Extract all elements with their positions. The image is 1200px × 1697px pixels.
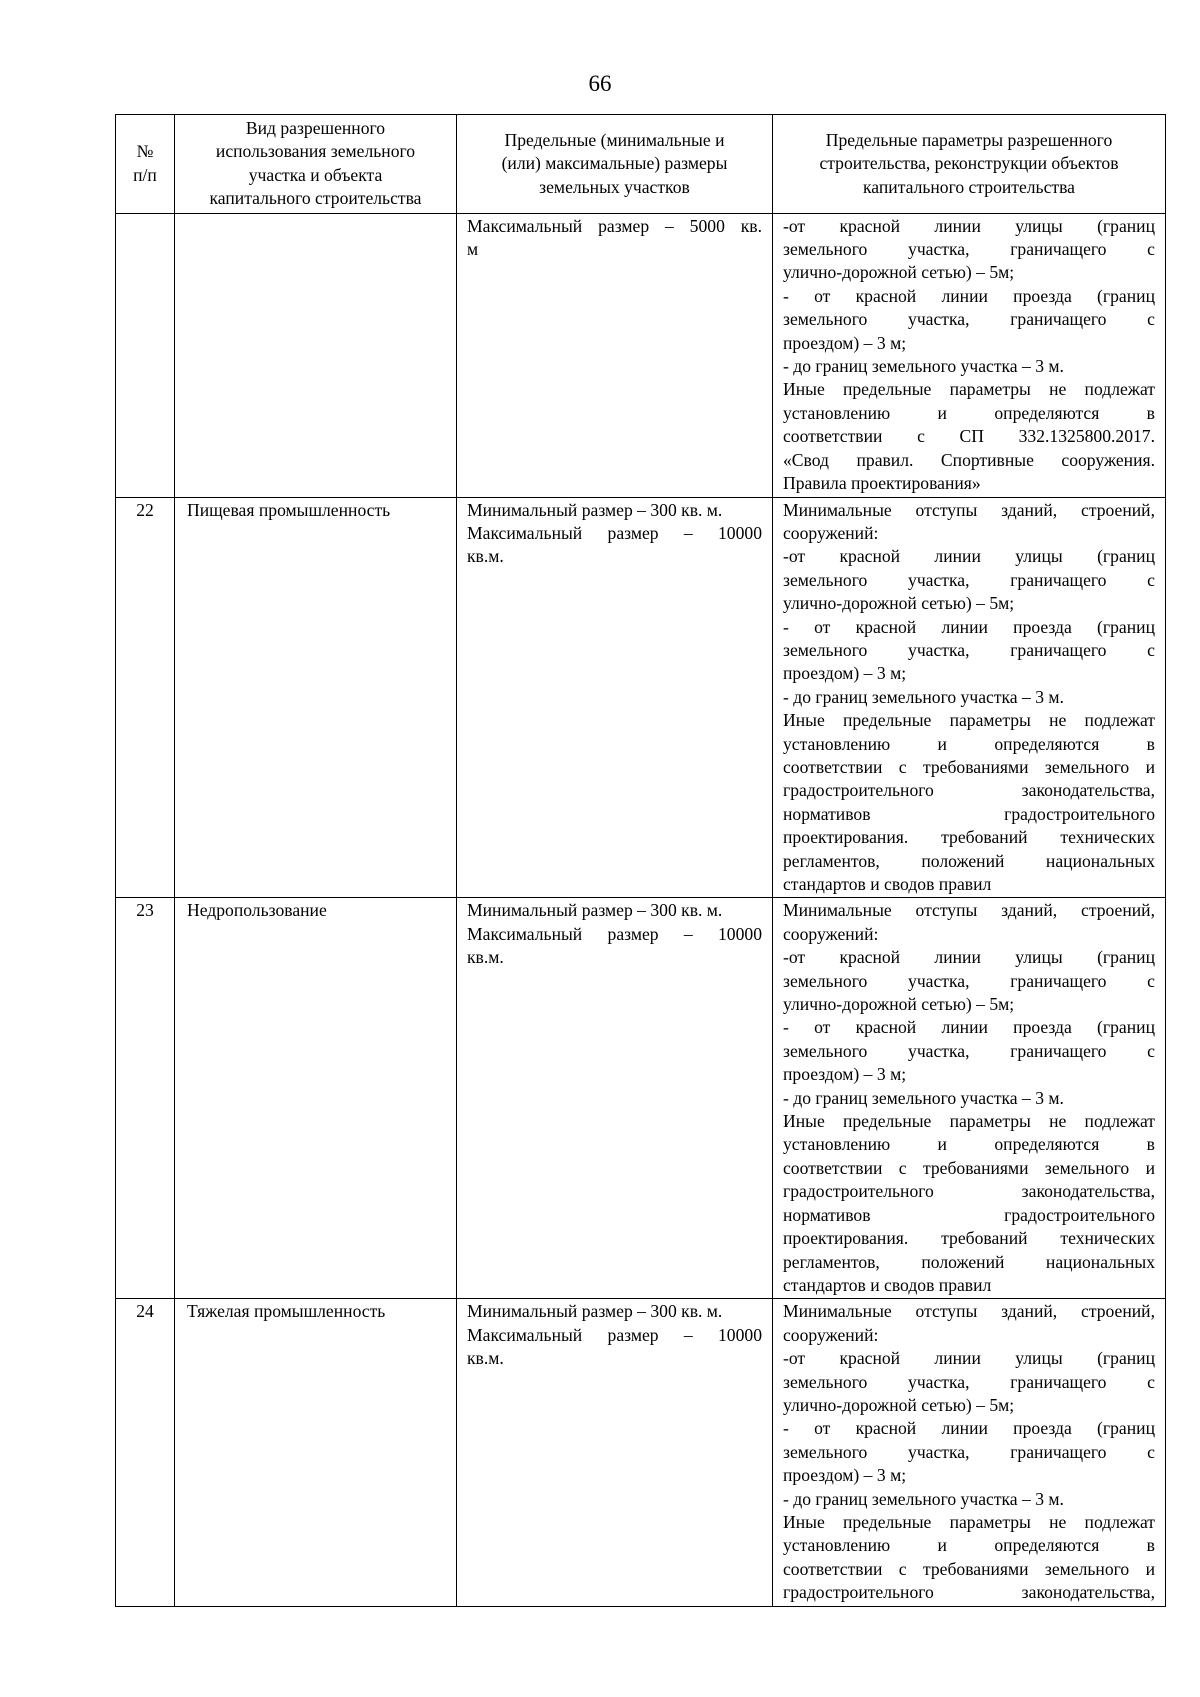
build-params-line: - до границ земельного участка – 3 м. — [783, 1488, 1064, 1509]
plot-size-line: Минимальный размер – 300 кв. м. — [467, 900, 723, 921]
header-line: использования земельного — [215, 141, 416, 162]
build-params-line: установлению и определяются в — [783, 1134, 1155, 1155]
build-params-line: установлению и определяются в — [783, 402, 1155, 423]
build-params-line: - до границ земельного участка – 3 м. — [783, 1087, 1064, 1108]
build-params-cell — [773, 497, 1166, 898]
build-params-line: установлению и определяются в — [783, 733, 1155, 754]
build-params-cell — [773, 1299, 1166, 1606]
build-params-line: градостроительного законодательства, — [783, 780, 1155, 801]
build-params-line: сооружений: — [783, 522, 879, 543]
header-line: земельных участков — [539, 176, 690, 197]
build-params-line: улично-дорожной сетью) – 5м; — [783, 593, 1015, 614]
plot-size-cell — [457, 213, 773, 497]
build-params-line: Иные предельные параметры не подлежат — [783, 710, 1155, 731]
build-params-line: соответствии с требованиями земельного и — [783, 1157, 1155, 1178]
build-params-line: «Свод правил. Спортивные сооружения. — [783, 449, 1155, 470]
regulations-table — [115, 114, 1166, 1607]
header-use-kind — [175, 115, 457, 214]
build-params-line: - от красной линии проезда (границ — [783, 1017, 1155, 1038]
table-header-row — [116, 115, 1166, 214]
plot-size-line: м — [467, 239, 479, 260]
build-params-line: нормативов градостроительного — [783, 1204, 1155, 1225]
header-line: участка и объекта — [248, 164, 383, 185]
row-number — [116, 213, 175, 497]
build-params-line: земельного участка, граничащего с — [783, 639, 1155, 660]
build-params-line: сооружений: — [783, 923, 879, 944]
build-params-line: стандартов и сводов правил — [783, 1274, 992, 1295]
row-number: 23 — [116, 898, 175, 1299]
build-params-line: улично-дорожной сетью) – 5м; — [783, 994, 1015, 1015]
build-params-line: -от красной линии улицы (границ — [783, 546, 1155, 567]
build-params-line: земельного участка, граничащего с — [783, 1040, 1155, 1061]
use-kind-cell: Тяжелая промышленность — [175, 1299, 457, 1606]
build-params-line: Минимальные отступы зданий, строений, — [783, 900, 1155, 921]
header-line: Предельные параметры разрешенного — [825, 129, 1113, 150]
build-params-line: регламентов, положений национальных — [783, 1251, 1155, 1272]
plot-size-line: кв.м. — [467, 947, 504, 968]
table-row — [116, 497, 1166, 898]
build-params-line: градостроительного законодательства, — [783, 1181, 1155, 1202]
plot-size-line: Максимальный размер – 10000 — [467, 923, 762, 944]
build-params-line: земельного участка, граничащего с — [783, 309, 1155, 330]
plot-size-line: Максимальный размер – 10000 — [467, 1324, 762, 1345]
build-params-line: земельного участка, граничащего с — [783, 970, 1155, 991]
page-number: 66 — [588, 71, 612, 96]
build-params-cell — [773, 898, 1166, 1299]
use-kind-cell: Недропользование — [175, 898, 457, 1299]
plot-size-line: кв.м. — [467, 546, 504, 567]
build-params-line: проектирования. требований технических — [783, 1228, 1155, 1249]
build-params-line: Минимальные отступы зданий, строений, — [783, 1301, 1155, 1322]
build-params-line: -от красной линии улицы (границ — [783, 1348, 1155, 1369]
plot-size-cell — [457, 497, 773, 898]
build-params-line: - от красной линии проезда (границ — [783, 1418, 1155, 1439]
build-params-line: Иные предельные параметры не подлежат — [783, 1511, 1155, 1532]
build-params-line: соответствии с СП 332.1325800.2017. — [783, 426, 1155, 447]
build-params-line: земельного участка, граничащего с — [783, 569, 1155, 590]
build-params-line: улично-дорожной сетью) – 5м; — [783, 1394, 1015, 1415]
build-params-line: земельного участка, граничащего с — [783, 239, 1155, 260]
plot-size-line: кв.м. — [467, 1348, 504, 1369]
build-params-cell — [773, 213, 1166, 497]
build-params-line: земельного участка, граничащего с — [783, 1371, 1155, 1392]
build-params-line: проездом) – 3 м; — [783, 332, 907, 353]
plot-size-cell — [457, 898, 773, 1299]
build-params-line: земельного участка, граничащего с — [783, 1441, 1155, 1462]
build-params-line: нормативов градостроительного — [783, 803, 1155, 824]
row-number: 22 — [116, 497, 175, 898]
build-params-line: Иные предельные параметры не подлежат — [783, 1111, 1155, 1132]
header-line: капитального строительства — [863, 176, 1075, 197]
build-params-line: -от красной линии улицы (границ — [783, 947, 1155, 968]
build-params-line: стандартов и сводов правил — [783, 874, 992, 894]
use-kind-cell — [175, 213, 457, 497]
build-params-line: - до границ земельного участка – 3 м. — [783, 686, 1064, 707]
table-row — [116, 213, 1166, 497]
build-params-line: регламентов, положений национальных — [783, 850, 1155, 871]
table-row — [116, 898, 1166, 1299]
header-line: Вид разрешенного — [245, 118, 386, 138]
plot-size-line: Минимальный размер – 300 кв. м. — [467, 499, 723, 520]
plot-size-line: Максимальный размер – 10000 — [467, 522, 762, 543]
build-params-line: соответствии с требованиями земельного и — [783, 756, 1155, 777]
header-line: № — [136, 141, 154, 162]
header-line: (или) максимальные) размеры — [501, 153, 728, 174]
build-params-line: проездом) – 3 м; — [783, 663, 907, 684]
header-plot-size — [457, 115, 773, 214]
build-params-line: улично-дорожной сетью) – 5м; — [783, 262, 1015, 283]
plot-size-cell — [457, 1299, 773, 1606]
build-params-line: проездом) – 3 м; — [783, 1465, 907, 1486]
header-line: строительства, реконструкции объектов — [819, 153, 1119, 174]
build-params-line: проектирования. требований технических — [783, 827, 1155, 848]
header-line: п/п — [133, 164, 157, 185]
header-build-params — [773, 115, 1166, 214]
build-params-line: градостроительного законодательства, — [783, 1582, 1155, 1603]
build-params-line: - от красной линии проезда (границ — [783, 616, 1155, 637]
build-params-line: Правила проектирования» — [783, 473, 981, 494]
build-params-line: установлению и определяются в — [783, 1535, 1155, 1556]
use-kind-cell: Пищевая промышленность — [175, 497, 457, 898]
plot-size-line: Максимальный размер – 5000 кв. — [467, 215, 762, 236]
build-params-line: соответствии с требованиями земельного и — [783, 1558, 1155, 1579]
header-line: Предельные (минимальные и — [504, 129, 725, 150]
build-params-line: сооружений: — [783, 1324, 879, 1345]
header-number — [116, 115, 175, 214]
table-body — [116, 213, 1166, 1606]
build-params-line: - до границ земельного участка – 3 м. — [783, 356, 1064, 377]
row-number: 24 — [116, 1299, 175, 1606]
build-params-line: Иные предельные параметры не подлежат — [783, 379, 1155, 400]
build-params-line: -от красной линии улицы (границ — [783, 215, 1155, 236]
build-params-line: проездом) – 3 м; — [783, 1064, 907, 1085]
table-row — [116, 1299, 1166, 1606]
header-line: капитального строительства — [209, 188, 422, 209]
build-params-line: - от красной линии проезда (границ — [783, 285, 1155, 306]
plot-size-line: Минимальный размер – 300 кв. м. — [467, 1301, 723, 1322]
build-params-line: Минимальные отступы зданий, строений, — [783, 499, 1155, 520]
